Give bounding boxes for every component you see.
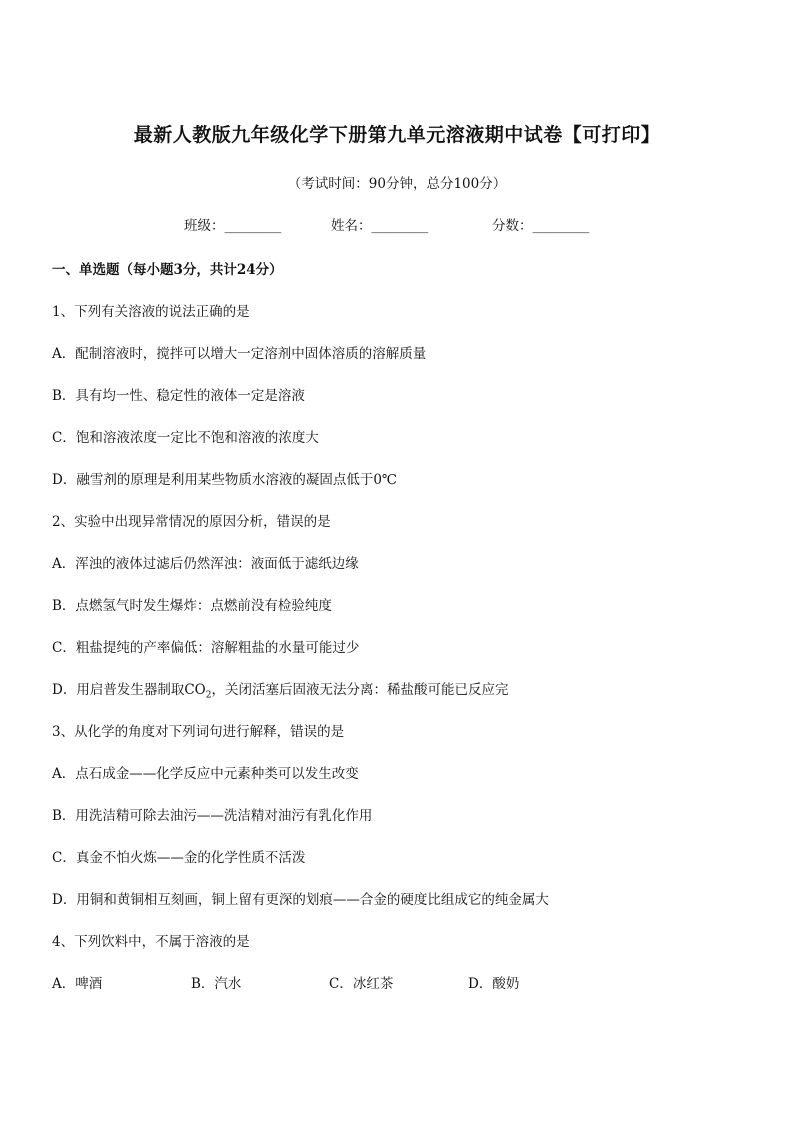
question-1-option-a: A．配制溶液时，搅拌可以增大一定溶剂中固体溶质的溶解质量 <box>52 346 427 362</box>
question-4-option-c: C．冰红茶 <box>329 976 394 992</box>
question-2-option-c: C．粗盐提纯的产率偏低：溶解粗盐的水量可能过少 <box>52 640 360 656</box>
question-4-stem: 4、下列饮料中，不属于溶液的是 <box>52 934 250 950</box>
question-1-option-b: B．具有均一性、稳定性的液体一定是溶液 <box>52 388 305 404</box>
question-2-stem: 2、实验中出现异常情况的原因分析，错误的是 <box>52 514 331 530</box>
class-blank: _________ <box>224 218 281 234</box>
class-label: 班级： <box>184 218 225 234</box>
name-blank: _________ <box>371 218 428 234</box>
question-3-stem: 3、从化学的角度对下列词句进行解释，错误的是 <box>52 724 345 740</box>
question-3-option-a: A．点石成金——化学反应中元素种类可以发生改变 <box>52 766 359 782</box>
question-2-option-b: B．点燃氢气时发生爆炸：点燃前没有检验纯度 <box>52 598 332 614</box>
score-field <box>492 214 589 234</box>
question-2-option-a: A．浑浊的液体过滤后仍然浑浊：液面低于滤纸边缘 <box>52 556 359 572</box>
exam-title: 最新人教版九年级化学下册第九单元溶液期中试卷【可打印】 <box>133 124 661 146</box>
question-4-option-d: D．酸奶 <box>468 976 520 992</box>
question-1-option-d: D．融雪剂的原理是利用某些物质水溶液的凝固点低于0℃ <box>52 472 398 488</box>
question-3-option-c: C．真金不怕火炼——金的化学性质不活泼 <box>52 850 306 866</box>
score-label: 分数： <box>492 218 533 234</box>
question-4-option-b: B．汽水 <box>191 976 242 992</box>
name-field <box>331 214 428 234</box>
section-heading: 一、单选题（每小题3分，共计24分） <box>52 262 283 278</box>
exam-subtitle: （考试时间：90分钟，总分100分） <box>287 176 507 192</box>
question-4-option-a: A．啤酒 <box>52 976 103 992</box>
question-3-option-b: B．用洗洁精可除去油污——洗洁精对油污有乳化作用 <box>52 808 373 824</box>
question-1-option-c: C．饱和溶液浓度一定比不饱和溶液的浓度大 <box>52 430 319 446</box>
class-field <box>184 214 281 234</box>
name-label: 姓名： <box>331 218 372 234</box>
question-1-stem: 1、下列有关溶液的说法正确的是 <box>52 304 250 320</box>
question-2-option-d <box>52 678 508 701</box>
subscript-two: 2 <box>205 690 212 701</box>
option-d-text-end: ，关闭活塞后固液无法分离：稀盐酸可能已反应完 <box>211 682 509 698</box>
question-3-option-d: D．用铜和黄铜相互刻画，铜上留有更深的划痕——合金的硬度比组成它的纯金属大 <box>52 892 549 908</box>
score-blank: _________ <box>532 218 589 234</box>
option-d-text-start: D．用启普发生器制取CO <box>52 682 206 698</box>
